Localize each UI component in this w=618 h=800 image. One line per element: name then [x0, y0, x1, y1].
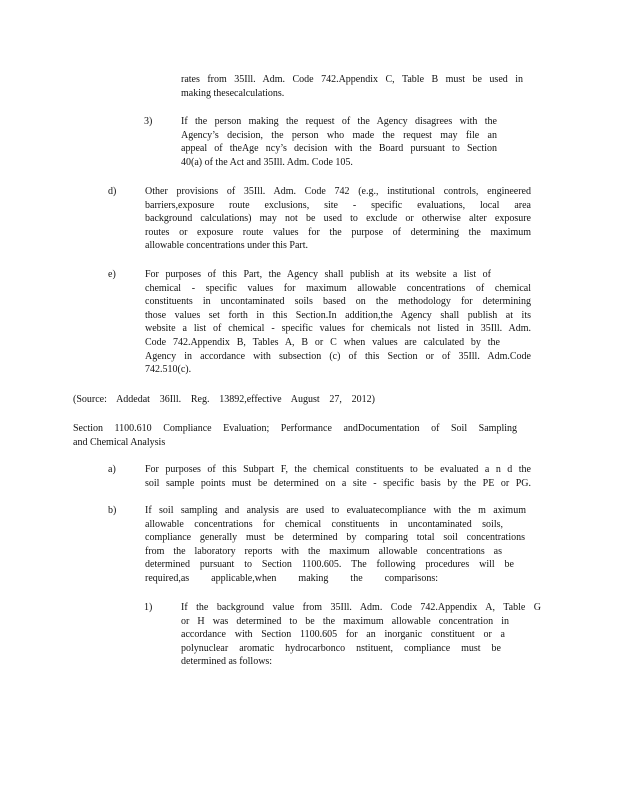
text-line: appeal of theAge ncy’s decision with the Board pursuant to Section [181, 143, 497, 155]
item-label-b: b) [108, 505, 117, 516]
text-line: determined as follows: [181, 656, 272, 668]
text-line: For purposes of this Part, the Agency shall publish at its website a list of [145, 269, 491, 280]
text-line: 40(a) of the Act and 35Ill. Adm. Code 105. [181, 156, 353, 168]
text-line: soil sample points must be determined on a site - specific basis by the PE or PG. [145, 477, 531, 489]
paragraph-item-d [145, 185, 531, 253]
text-line: Agency’s decision, the person who made the request may file an [181, 129, 497, 141]
text-line: Section 1100.610 Compliance Evaluation; Performance andDocumentation of Soil Sampling [73, 423, 517, 434]
text-line: accordance with Section 1100.605 for an inorganic constituent or a [181, 629, 505, 641]
text-line: Agency in accordance with subsection (c) of this Section or of 35Ill. Adm.Code [145, 350, 531, 362]
paragraph-item-e [145, 268, 531, 377]
section-heading [73, 422, 517, 449]
text-line: those values set forth in this Section.In addition,the Agency shall publish at its [145, 309, 531, 321]
text-line: polynuclear aromatic hydrocarbonco nstituent, compliance must be [181, 642, 501, 654]
paragraph-item-a [145, 463, 531, 490]
item-label-d: d) [108, 186, 117, 197]
text-line: website a list of chemical - specific values for chemicals not listed in 35Ill. Adm. [145, 323, 531, 335]
text-line: If soil sampling and analysis are used to evaluatecompliance with the m aximum [145, 505, 526, 516]
item-label-1: 1) [144, 602, 153, 613]
item-label-a: a) [108, 464, 116, 475]
text-line: rates from 35Ill. Adm. Code 742.Appendix C, Table B must be used in [181, 74, 523, 85]
text-line: Code 742.Appendix B, Tables A, B or C when values are calculated by the [145, 336, 500, 348]
text-line: Other provisions of 35Ill. Adm. Code 742 (e.g., institutional controls, engineered [145, 186, 531, 197]
text-line: background calculations) may not be used to exclude or otherwise alter exposure [145, 213, 531, 225]
text-line: determined pursuant to Section 1100.605. The following procedures will be [145, 559, 514, 571]
item-label-e: e) [108, 269, 116, 280]
paragraph-item-1 [181, 601, 541, 669]
text-line: allowable concentrations under this Part. [145, 240, 309, 252]
text-line: or H was determined to be the maximum allowable concentration in [181, 615, 509, 627]
text-line: (Source: Addedat 36Ill. Reg. 13892,effective August 27, 2012) [73, 394, 375, 405]
text-line: constituents in uncontaminated soils based on the methodology for determining [145, 296, 531, 308]
text-line: compliance generally must be determined by comparing total soil concentrations [145, 532, 525, 544]
text-line: and Chemical Analysis [73, 436, 166, 448]
paragraph-item-b [145, 504, 531, 586]
text-line: If the person making the request of the Agency disagrees with the [181, 116, 497, 127]
text-line: from the laboratory reports with the maximum allowable concentrations as [145, 545, 502, 557]
text-line: required,as applicable,when making the comparisons: [145, 572, 438, 584]
text-line: For purposes of this Subpart F, the chemical constituents to be evaluated a n d the [145, 464, 531, 475]
paragraph-continuation-rates [181, 73, 523, 100]
source-note [73, 393, 375, 407]
text-line: 742.510(c). [145, 364, 192, 376]
paragraph-item-3 [181, 115, 497, 169]
text-line: barriers,exposure route exclusions, site - specific evaluations, local area [145, 199, 531, 211]
item-label-3: 3) [144, 116, 153, 127]
text-line: making thesecalculations. [181, 87, 285, 99]
text-line: chemical - specific values for maximum allowable concentrations of chemical [145, 282, 531, 294]
text-line: allowable concentrations for chemical constituents in uncontaminated soils, [145, 518, 503, 530]
text-line: routes or exposure route values for the purpose of determining the maximum [145, 226, 531, 238]
text-line: If the background value from 35Ill. Adm. Code 742.Appendix A, Table G [181, 602, 541, 613]
